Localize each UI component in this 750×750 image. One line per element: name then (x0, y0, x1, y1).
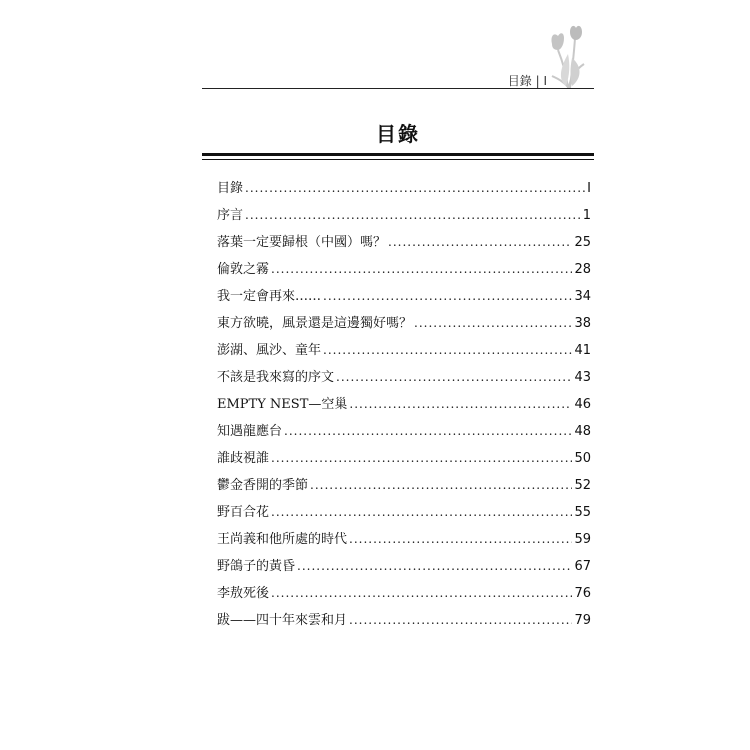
toc-entry-page: 34 (574, 289, 591, 304)
toc-entry-title: 不該是我來寫的序文 (217, 370, 335, 385)
title-rule (202, 153, 594, 156)
toc-entry-page: 48 (574, 424, 591, 439)
toc-entry[interactable] (217, 391, 591, 418)
dot-leader (349, 526, 572, 553)
header-rule (202, 88, 594, 89)
toc-entry-page: 41 (574, 343, 591, 358)
toc-entry-title: 野百合花 (217, 505, 270, 520)
toc-entry[interactable] (217, 607, 591, 634)
toc-entry-title: 誰歧視誰 (217, 451, 270, 466)
dot-leader (271, 256, 572, 283)
toc-entry[interactable] (217, 364, 591, 391)
toc-entry[interactable] (217, 499, 591, 526)
toc-entry-page: 50 (574, 451, 591, 466)
toc-entry-page: 25 (574, 235, 591, 250)
dot-leader (323, 337, 572, 364)
page-title: 目錄 (376, 122, 420, 146)
toc-entry[interactable] (217, 580, 591, 607)
dot-leader (323, 283, 572, 310)
toc-entry-page: 52 (574, 478, 591, 493)
toc-entry-page: 79 (574, 613, 591, 628)
toc-entry[interactable] (217, 256, 591, 283)
table-of-contents (217, 175, 591, 634)
toc-entry[interactable] (217, 283, 591, 310)
toc-entry-title: 跋——四十年來雲和月 (217, 613, 348, 628)
toc-entry[interactable] (217, 229, 591, 256)
toc-entry-title: 倫敦之霧 (217, 262, 270, 277)
toc-entry-title: 東方欲曉，風景還是這邊獨好嗎？ (217, 316, 413, 331)
toc-entry[interactable] (217, 310, 591, 337)
toc-entry-title: 知遇龍應台 (217, 424, 283, 439)
dot-leader (271, 580, 572, 607)
toc-entry[interactable] (217, 418, 591, 445)
toc-entry-title: EMPTY NEST—空巢 (217, 397, 348, 412)
toc-entry-page: 55 (574, 505, 591, 520)
toc-entry[interactable] (217, 472, 591, 499)
toc-entry-page: 1 (582, 208, 591, 223)
toc-entry[interactable] (217, 445, 591, 472)
toc-entry[interactable] (217, 553, 591, 580)
dot-leader (414, 310, 572, 337)
toc-entry-page: 46 (574, 397, 591, 412)
dot-leader (284, 418, 572, 445)
toc-entry-title: 澎湖、風沙、童年 (217, 343, 322, 358)
dot-leader (297, 553, 572, 580)
toc-entry-page: 67 (574, 559, 591, 574)
toc-entry-title: 王尚義和他所處的時代 (217, 532, 348, 547)
toc-entry-title: 鬱金香開的季節 (217, 478, 309, 493)
toc-entry-page: 28 (574, 262, 591, 277)
dot-leader (245, 202, 581, 229)
toc-entry[interactable] (217, 337, 591, 364)
toc-entry-title: 野鴿子的黃昏 (217, 559, 296, 574)
dot-leader (349, 607, 572, 634)
running-head: 目錄 | I (507, 74, 547, 88)
dot-leader (271, 499, 572, 526)
toc-entry-title: 序言 (217, 208, 244, 223)
title-rule-thin (202, 159, 594, 160)
dot-leader (336, 364, 572, 391)
toc-entry-title: 落葉一定要歸根（中國）嗎？ (217, 235, 387, 250)
dot-leader (388, 229, 572, 256)
dot-leader (349, 391, 572, 418)
toc-entry[interactable] (217, 202, 591, 229)
toc-entry-title: 李敖死後 (217, 586, 270, 601)
toc-entry-page: 38 (574, 316, 591, 331)
toc-entry[interactable] (217, 175, 591, 202)
dot-leader (271, 445, 572, 472)
toc-entry-page: 59 (574, 532, 591, 547)
toc-entry[interactable] (217, 526, 591, 553)
dot-leader (245, 175, 585, 202)
toc-entry-page: I (587, 181, 591, 196)
toc-entry-title: 目錄 (217, 181, 244, 196)
toc-entry-page: 76 (574, 586, 591, 601)
tulip-icon (548, 24, 588, 90)
dot-leader (310, 472, 572, 499)
toc-entry-page: 43 (574, 370, 591, 385)
toc-entry-title: 我一定會再來…… (217, 289, 322, 304)
